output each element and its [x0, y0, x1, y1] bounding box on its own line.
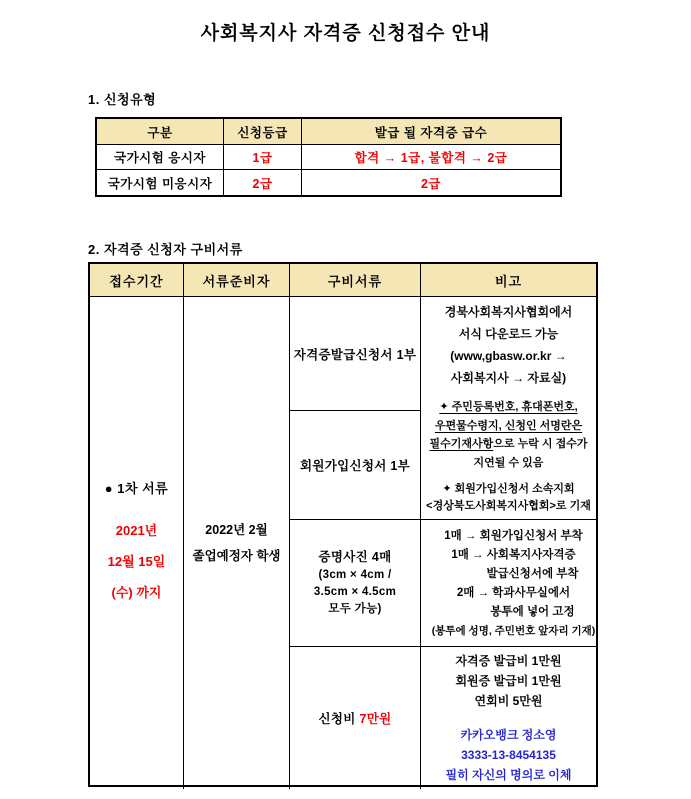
doc-photos-size2: 3.5cm × 4.5cm [313, 586, 397, 598]
t1-row1-category: 국가시험 응시자 [97, 145, 224, 170]
doc-photos-size1: (3cm × 4cm / [318, 569, 392, 581]
t1-header-category: 구분 [97, 119, 224, 145]
fee-line3: 연회비 5만원 [474, 694, 543, 708]
t2-header-documents: 구비서류 [290, 264, 421, 297]
membership-line2: <경상북도사회복지사협회>로 기재 [426, 500, 591, 512]
required-fields-block [430, 398, 588, 472]
doc-photos-main: 증명사진 4매 [318, 550, 392, 564]
doc-membership-form: 회원가입신청서 1부 [290, 411, 421, 520]
period-deadline [108, 515, 166, 608]
preparer-line2: 졸업예정자 학생 [192, 549, 281, 563]
photo-use-line4: 2매 → 학과사무실에서 [456, 586, 571, 599]
doc-photos-size3: 모두 가능) [328, 603, 382, 615]
photo-use-footnote: (봉투에 성명, 주민번호 앞자리 기재) [431, 624, 596, 637]
photo-use-line3: 발급신청서에 부착 [486, 567, 579, 580]
application-type-table [95, 117, 562, 197]
remarks-fee-cell [421, 647, 596, 789]
page-title: 사회복지사 자격증 신청접수 안내 [200, 23, 491, 44]
required-line4: 지연될 수 있음 [473, 456, 544, 469]
bank-transfer-block [446, 725, 572, 785]
required-line1: ✦ 주민등록번호, 휴대폰번호, [439, 401, 578, 413]
deadline-day: (수) 까지 [111, 585, 162, 600]
t1-row1-grade: 1급 [224, 145, 302, 170]
section1-heading: 1. 신청유형 [88, 92, 157, 107]
required-documents-table [88, 262, 598, 787]
t2-header-preparer: 서류준비자 [184, 264, 290, 297]
section2-heading: 2. 자격증 신청자 구비서류 [88, 242, 243, 257]
download-line4: 사회복지사 → 자료실) [450, 371, 567, 385]
bank-account-number: 3333-13-8454135 [461, 748, 556, 762]
t2-header-period: 접수기간 [90, 264, 184, 297]
photo-use-line5: 봉투에 넣어 고정 [490, 605, 575, 618]
fee-breakdown-block [455, 651, 561, 711]
required-line3-underlined: 필수기재사항 [429, 438, 494, 450]
download-line2: 서식 다운로드 가능 [458, 327, 559, 341]
t1-row2-grade: 2급 [224, 170, 302, 195]
deadline-year: 2021년 [115, 523, 158, 538]
download-block [445, 301, 573, 389]
download-line3: (www,gbasw.or.kr → [450, 349, 567, 363]
period-cell [90, 297, 184, 789]
remarks-download-cell [421, 297, 596, 520]
fee-line2: 회원증 발급비 1만원 [455, 674, 562, 688]
bank-name-holder: 카카오뱅크 정소영 [460, 728, 557, 742]
bank-transfer-note: 필히 자신의 명의로 이체 [445, 768, 572, 782]
required-line3 [430, 435, 588, 454]
doc-fee [290, 647, 421, 789]
download-line1: 경북사회복지사협회에서 [444, 305, 573, 319]
doc-certificate-form: 자격증발급신청서 1부 [290, 297, 421, 411]
deadline-date: 12월 15일 [107, 554, 166, 569]
remarks-photos-cell [421, 520, 596, 647]
t1-row2-category: 국가시험 미응시자 [97, 170, 224, 195]
fee-line1: 자격증 발급비 1만원 [455, 654, 562, 668]
photo-use-line2: 1매 → 사회복지사자격증 [451, 548, 576, 561]
t2-header-remarks: 비고 [421, 264, 596, 297]
period-phase: ● 1차 서류 [104, 481, 169, 496]
required-line2: 우편물수령지, 신청인 서명란은 [434, 419, 583, 432]
t1-header-issued: 발급 될 자격증 급수 [302, 119, 560, 145]
preparer-line1: 2022년 2월 [205, 523, 268, 537]
t1-row2-issued: 2급 [420, 176, 442, 191]
doc-photos [290, 520, 421, 647]
membership-branch-block [426, 481, 591, 515]
t1-row1-issued: 합격 → 1급, 불합격 → 2급 [302, 145, 560, 170]
photo-use-line1: 1매 → 회원가입신청서 부착 [444, 529, 583, 542]
preparer-cell [184, 297, 290, 789]
t1-header-grade: 신청등급 [224, 119, 302, 145]
doc-fee-line [319, 709, 392, 727]
required-line3-rest: 으로 누락 시 접수가 [493, 438, 588, 450]
doc-fee-amount: 7만원 [359, 712, 392, 726]
doc-fee-label: 신청비 [318, 712, 360, 726]
membership-line1: ✦ 회원가입신청서 소속지회 [442, 483, 575, 495]
